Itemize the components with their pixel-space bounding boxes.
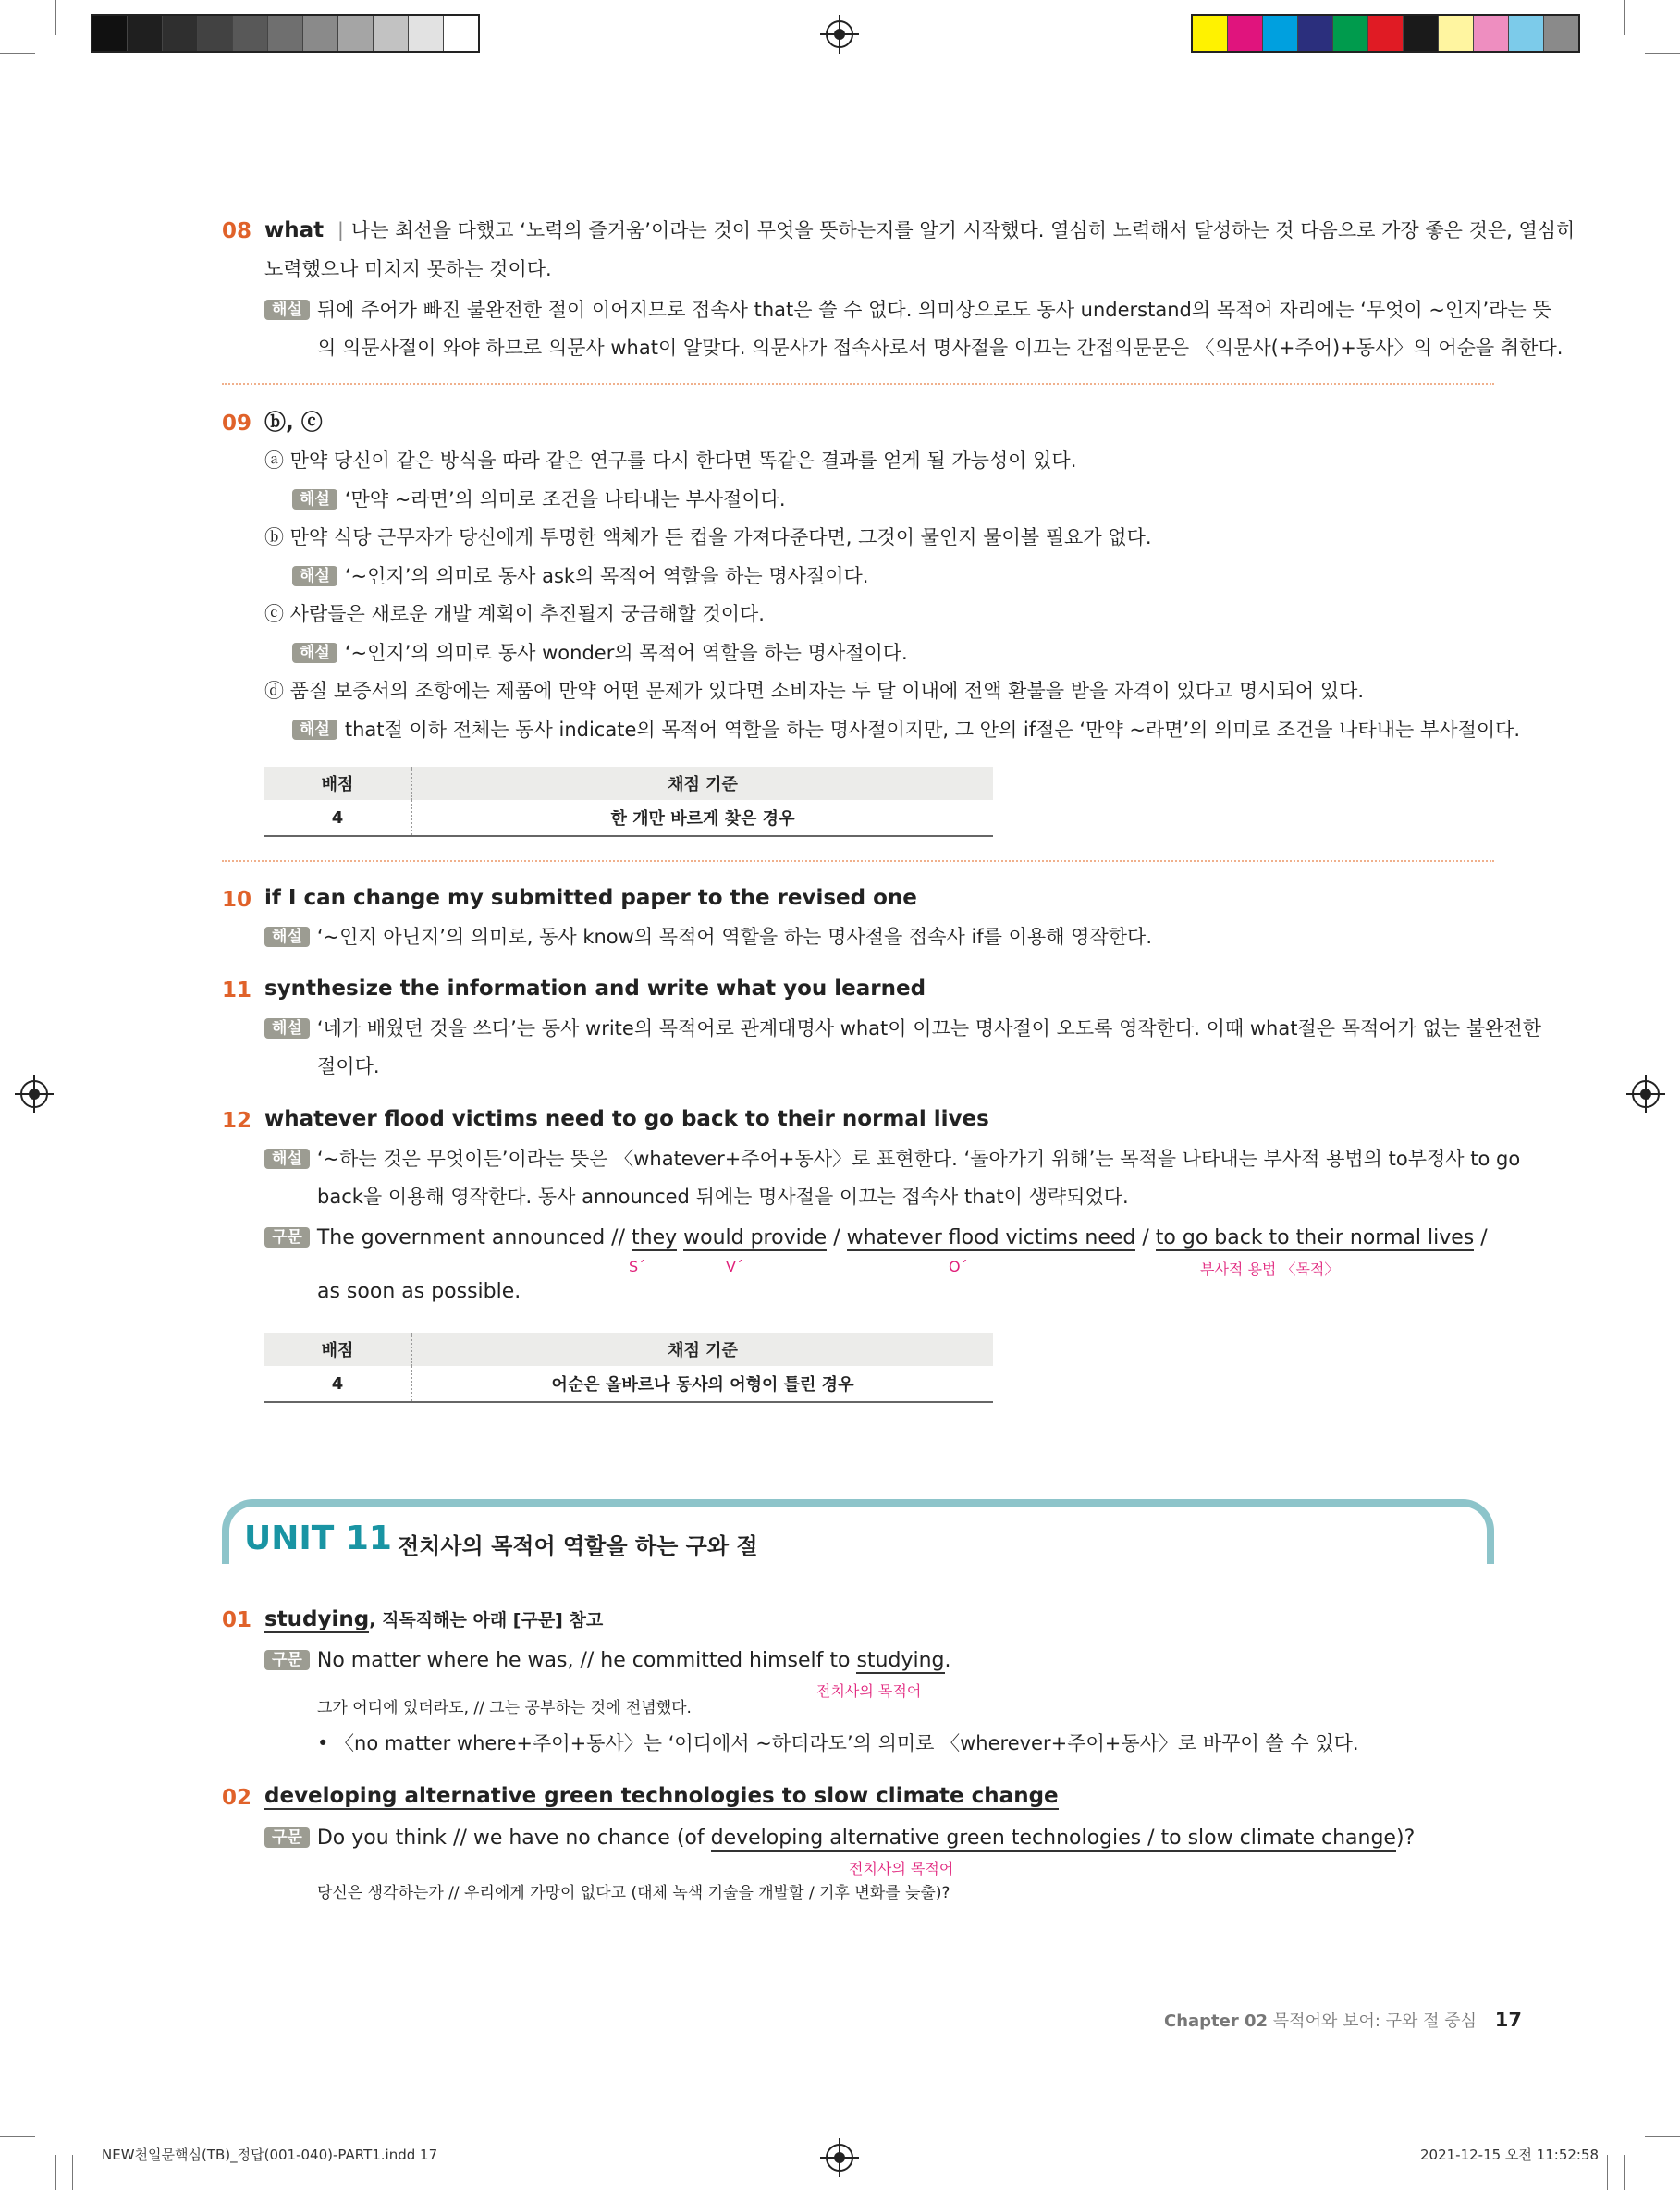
criteria-value: 어순은 올바르나 동사의 어형이 틀린 경우 [411, 1366, 993, 1402]
object-of-preposition-label: 전치사의 목적어 [849, 1860, 954, 1877]
gerund-object: studying [856, 1649, 945, 1672]
object-label: O´ [949, 1258, 968, 1275]
criteria-value: 한 개만 바르게 찾은 경우 [411, 800, 993, 836]
slug-filename: NEW천일문핵심(TB)_정답(001-040)-PART1.indd 17 [102, 2147, 438, 2163]
syntax-analysis [264, 1226, 1488, 1250]
syntax-end: )? [1395, 1827, 1416, 1850]
explanation-cont: 의 의문사절이 와야 하므로 의문사 what이 알맞다. 의문사가 접속사로서 명사절을 이끄는 간접의문문은 〈의문사(+주어)+동사〉의 어순을 취한다. [317, 337, 1564, 359]
adverbial-label: 부사적 용법 〈목적〉 [1200, 1261, 1340, 1278]
explanation-cont: 절이다. [317, 1055, 380, 1077]
answer: ⓑ, ⓒ [264, 411, 323, 435]
chapter-title: 목적어와 보어: 구와 절 중심 [1272, 2012, 1478, 2031]
explanation [264, 926, 1152, 949]
explanation-text: ‘~하는 것은 무엇이든’이라는 뜻은 〈whatever+주어+동사〉로 표현한다. ‘돌아가기 위해’는 목적을 나타내는 부사적 용법의 to부정사 to go [316, 1148, 1521, 1170]
literal-translation: 당신은 생각하는가 // 우리에게 가망이 없다고 (대체 녹색 기술을 개발할 / 기후 변화를 늦출)? [317, 1884, 950, 1902]
color-swatch [303, 16, 338, 51]
registration-mark-icon [1632, 1080, 1660, 1108]
slash: / [827, 1226, 847, 1249]
q08-line1 [264, 218, 1575, 244]
color-swatch [1263, 16, 1298, 51]
unit-label: UNIT 11 [244, 1519, 392, 1557]
explanation-text: ‘~인지 아닌지’의 의미로, 동사 know의 목적어 역할을 하는 명사절을 접속사 if를 이용해 영작한다. [316, 926, 1152, 948]
color-swatch [1193, 16, 1228, 51]
scoring-table [264, 1333, 993, 1403]
color-swatch [163, 16, 198, 51]
syntax-tag: 구문 [264, 1827, 310, 1848]
explanation-tag: 해설 [292, 643, 337, 663]
object-phrase: whatever flood victims need [846, 1226, 1136, 1249]
question-number: 12 [222, 1109, 252, 1133]
object-of-preposition-label: 전치사의 목적어 [816, 1682, 922, 1700]
criteria-header: 채점 기준 [411, 767, 993, 800]
verb-phrase: would provide [683, 1226, 828, 1249]
translation: 나는 최선을 다했고 ‘노력의 즐거움’이라는 것이 무엇을 뜻하는지를 알기 시작했다. 열심히 노력해서 달성하는 것 다음으로 가장 좋은 것은, 열심히 [350, 219, 1576, 241]
answer: whatever flood victims need to go back to their normal lives [264, 1107, 989, 1131]
subject-label: S´ [629, 1258, 646, 1275]
process-color-bar [1191, 14, 1580, 53]
chapter-label: Chapter 02 [1164, 2012, 1269, 2031]
item-explanation [292, 642, 908, 665]
color-swatch [128, 16, 163, 51]
explanation [264, 299, 1551, 322]
answer: synthesize the information and write what you learned [264, 977, 926, 1001]
explanation-tag: 해설 [292, 566, 337, 586]
grammar-note: • 〈no matter where+주어+동사〉는 ‘어디에서 ~하더라도’의 의미로 〈wherever+주어+동사〉로 바꾸어 쓸 수 있다. [317, 1732, 1359, 1754]
color-swatch [1474, 16, 1509, 51]
answer-note: , 직독직해는 아래 [구문] 참고 [369, 1610, 604, 1630]
divider: | [337, 219, 344, 241]
scoring-table [264, 767, 993, 837]
item-translation: ⓒ 사람들은 새로운 개발 계획이 추진될지 궁금해할 것이다. [264, 603, 765, 625]
literal-translation: 그가 어디에 있더라도, // 그는 공부하는 것에 전념했다. [317, 1699, 692, 1717]
explanation-text: that절 이하 전체는 동사 indicate의 목적어 역할을 하는 명사절이지만, 그 안의 if절은 ‘만약 ~라면’의 의미로 조건을 나타내는 부사절이다. [344, 719, 1521, 741]
explanation-text: ‘~인지’의 의미로 동사 ask의 목적어 역할을 하는 명사절이다. [344, 565, 869, 587]
subject-phrase: they [632, 1226, 678, 1249]
score-value: 4 [264, 1366, 411, 1402]
score-header: 배점 [264, 767, 411, 800]
color-swatch [1404, 16, 1439, 51]
explanation-tag: 해설 [292, 489, 337, 510]
color-swatch [1298, 16, 1333, 51]
answer [264, 1784, 1059, 1810]
explanation-text: ‘네가 배웠던 것을 쓰다’는 동사 write의 목적어로 관계대명사 what이 이끄는 명사절이 오도록 영작한다. 이때 what절은 목적어가 없는 불완전한 [316, 1017, 1541, 1040]
color-swatch [92, 16, 128, 51]
page-footer [1164, 2008, 1522, 2032]
syntax-end: . [944, 1649, 951, 1672]
color-swatch [1368, 16, 1404, 51]
color-swatch [198, 16, 233, 51]
item-explanation [292, 488, 786, 511]
item-explanation [292, 565, 868, 588]
syntax-cont: as soon as possible. [317, 1280, 521, 1303]
page-number: 17 [1494, 2009, 1522, 2031]
explanation-text: ‘만약 ~라면’의 의미로 조건을 나타내는 부사절이다. [344, 488, 786, 511]
explanation-tag: 해설 [264, 927, 310, 947]
syntax-text: No matter where he was, // he committed himself to [316, 1649, 857, 1672]
item-explanation [292, 719, 1520, 742]
color-swatch [1228, 16, 1263, 51]
answer-word: studying [264, 1607, 370, 1631]
explanation-text: ‘~인지’의 의미로 동사 wonder의 목적어 역할을 하는 명사절이다. [344, 642, 908, 664]
color-swatch [444, 16, 478, 51]
explanation-text: 뒤에 주어가 빠진 불완전한 절이 이어지므로 접속사 that은 쓸 수 없다. 의미상으로도 동사 understand의 목적어 자리에는 ‘무엇이 ~인지’라는 뜻 [316, 299, 1551, 321]
slug-timestamp: 2021-12-15 오전 11:52:58 [1420, 2147, 1600, 2163]
color-swatch [268, 16, 303, 51]
score-value: 4 [264, 800, 411, 836]
answer: if I can change my submitted paper to the revised one [264, 886, 917, 910]
answer-phrase: developing alternative green technologies to slow climate change [264, 1784, 1059, 1808]
explanation-tag: 해설 [264, 1018, 310, 1039]
color-swatch [1333, 16, 1368, 51]
adverbial-phrase: to go back to their normal lives [1155, 1226, 1475, 1249]
color-swatch [338, 16, 374, 51]
explanation-tag: 해설 [264, 300, 310, 320]
syntax-analysis [264, 1827, 1415, 1851]
syntax-tag: 구문 [264, 1650, 310, 1670]
color-swatch [1544, 16, 1578, 51]
section-divider [222, 383, 1494, 385]
registration-mark-icon [826, 20, 853, 48]
grayscale-color-bar [91, 14, 480, 53]
color-swatch [233, 16, 268, 51]
unit-title: 전치사의 목적어 역할을 하는 구와 절 [398, 1533, 758, 1559]
question-number: 09 [222, 412, 252, 436]
item-translation: ⓐ 만약 당신이 같은 방식을 따라 같은 연구를 다시 한다면 똑같은 결과를 얻게 될 가능성이 있다. [264, 449, 1077, 472]
question-number: 01 [222, 1608, 252, 1632]
syntax-tag: 구문 [264, 1227, 310, 1248]
slash: / [1474, 1226, 1488, 1249]
registration-mark-icon [20, 1080, 48, 1108]
explanation [264, 1148, 1520, 1171]
question-number: 08 [222, 219, 252, 243]
color-swatch [1439, 16, 1474, 51]
criteria-header: 채점 기준 [411, 1333, 993, 1366]
color-swatch [374, 16, 409, 51]
section-divider [222, 860, 1494, 862]
explanation-tag: 해설 [292, 720, 337, 740]
item-translation: ⓑ 만약 식당 근무자가 당신에게 투명한 액체가 든 컵을 가져다준다면, 그것이 물인지 물어볼 필요가 없다. [264, 526, 1152, 548]
question-number: 11 [222, 978, 252, 1003]
syntax-analysis [264, 1649, 951, 1673]
item-translation: ⓓ 품질 보증서의 조항에는 제품에 만약 어떤 문제가 있다면 소비자는 두 달 이내에 전액 환불을 받을 자격이 있다고 명시되어 있다. [264, 680, 1365, 702]
translation-cont: 노력했으나 미치지 못하는 것이다. [264, 258, 552, 280]
score-header: 배점 [264, 1333, 411, 1366]
answer: what [264, 218, 325, 242]
syntax-text: Do you think // we have no chance (of [316, 1827, 711, 1850]
color-swatch [409, 16, 444, 51]
question-number: 10 [222, 888, 252, 912]
explanation-cont: back을 이용해 영작한다. 동사 announced 뒤에는 명사절을 이끄는 접속사 that이 생략되었다. [317, 1186, 1129, 1208]
syntax-text: The government announced // [316, 1226, 632, 1249]
question-number: 02 [222, 1786, 252, 1810]
explanation [264, 1017, 1541, 1040]
slash: / [1135, 1226, 1156, 1249]
registration-mark-icon [826, 2144, 853, 2172]
answer [264, 1607, 603, 1633]
verb-label: V´ [726, 1258, 743, 1275]
color-swatch [1509, 16, 1544, 51]
explanation-tag: 해설 [264, 1149, 310, 1169]
gerund-object: developing alternative green technologies / to slow climate change [710, 1827, 1396, 1850]
